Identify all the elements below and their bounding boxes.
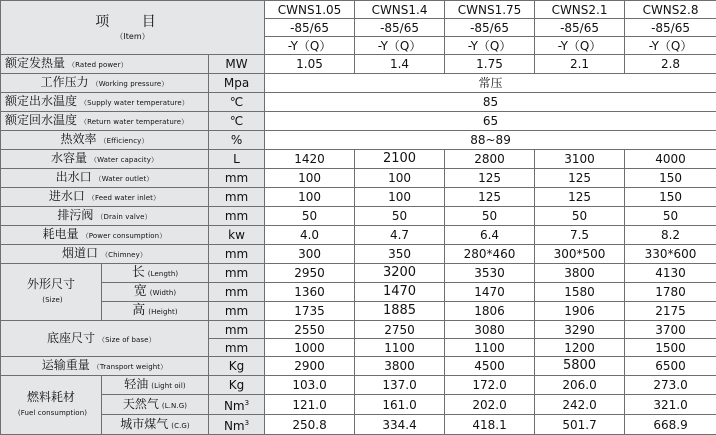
row-water-capacity (1, 150, 716, 169)
cell-value: 137.0 (355, 376, 445, 395)
cell-value: 1735 (265, 302, 355, 321)
merged-value: 65 (265, 112, 716, 131)
row-size-length (1, 264, 716, 283)
row-unit: Kg (209, 376, 265, 395)
cell-value: 1580 (535, 283, 625, 302)
row-label: 额定出水温度 （Supply water temperature） (1, 93, 209, 112)
item-header-cn: 项 目 (1, 13, 264, 31)
row-water-outlet (1, 169, 716, 188)
cell-value: 8.2 (625, 226, 716, 245)
row-fuel-city-gas (1, 415, 716, 435)
cell-value: 121.0 (265, 395, 355, 415)
row-efficiency (1, 131, 716, 150)
cell-value: 3800 (355, 357, 445, 376)
cell-value: 3200 (355, 264, 445, 283)
cell-value: 3100 (535, 150, 625, 169)
row-label: 额定发热量 （Rated power） (1, 55, 209, 74)
cell-value: 1470 (355, 283, 445, 302)
sub-label: 天然气 (L.N.G) (102, 395, 209, 415)
sub-label: 宽 (Width) (102, 283, 209, 302)
item-header-en: （Item） (1, 31, 264, 43)
row-unit: mm (209, 302, 265, 321)
row-transport-weight (1, 357, 716, 376)
cell-value: 2900 (265, 357, 355, 376)
row-base-1 (1, 321, 716, 339)
row-unit: mm (209, 207, 265, 226)
cell-value: 1.05 (265, 55, 355, 74)
cell-value: 1906 (535, 302, 625, 321)
cell-value: 50 (625, 207, 716, 226)
row-label: 出水口 （Water outlet） (1, 169, 209, 188)
model-name: CWNS1.05 (265, 1, 355, 19)
cell-value: 161.0 (355, 395, 445, 415)
model-pressure: -85/65 (355, 19, 445, 37)
row-unit: Nm$^3$ (209, 415, 265, 435)
cell-value: 150 (625, 188, 716, 207)
cell-value: 125 (445, 188, 535, 207)
cell-value: 125 (535, 169, 625, 188)
sub-label: 高 (Height) (102, 302, 209, 321)
row-supply-temp (1, 93, 716, 112)
cell-value: 1885 (355, 302, 445, 321)
model-pressure: -85/65 (535, 19, 625, 37)
row-unit: mm (209, 169, 265, 188)
cell-value: 1470 (445, 283, 535, 302)
cell-value: 2800 (445, 150, 535, 169)
cell-value: 3530 (445, 264, 535, 283)
cell-value: 3290 (535, 321, 625, 339)
row-label: 进水口 （Feed water inlet） (1, 188, 209, 207)
cell-value: 50 (535, 207, 625, 226)
cell-value: 330*600 (625, 245, 716, 264)
cell-value: 2550 (265, 321, 355, 339)
cell-value: 2100 (355, 150, 445, 169)
cell-value: 202.0 (445, 395, 535, 415)
cell-value: 5800 (535, 357, 625, 376)
row-unit: % (209, 131, 265, 150)
row-feed-inlet (1, 188, 716, 207)
cell-value: 1000 (265, 339, 355, 357)
cell-value: 50 (355, 207, 445, 226)
model-name: CWNS1.75 (445, 1, 535, 19)
row-label: 工作压力 （Working pressure） (1, 74, 209, 93)
row-working-pressure (1, 74, 716, 93)
model-fuel: -Y（Q） (625, 37, 716, 55)
row-label: 烟道口 （Chimney） (1, 245, 209, 264)
row-label: 排污阀 （Drain valve） (1, 207, 209, 226)
row-unit: MW (209, 55, 265, 74)
row-unit: Mpa (209, 74, 265, 93)
cell-value: 50 (445, 207, 535, 226)
sub-label: 长 (Length) (102, 264, 209, 283)
cell-value: 250.8 (265, 415, 355, 435)
cell-value: 300*500 (535, 245, 625, 264)
row-unit: mm (209, 321, 265, 339)
cell-value: 1.4 (355, 55, 445, 74)
model-pressure: -85/65 (445, 19, 535, 37)
cell-value: 4500 (445, 357, 535, 376)
cell-value: 668.9 (625, 415, 716, 435)
row-unit: kw (209, 226, 265, 245)
row-size-height (1, 302, 716, 321)
row-label: 热效率 （Efficiency） (1, 131, 209, 150)
row-rated-power (1, 55, 716, 74)
cell-value: 4.7 (355, 226, 445, 245)
row-power-consumption (1, 226, 716, 245)
cell-value: 418.1 (445, 415, 535, 435)
cell-value: 2750 (355, 321, 445, 339)
cell-value: 100 (265, 169, 355, 188)
row-label: 额定回水温度 （Return water temperature） (1, 112, 209, 131)
cell-value: 125 (535, 188, 625, 207)
cell-value: 334.4 (355, 415, 445, 435)
cell-value: 1500 (625, 339, 716, 357)
sub-label: 城市煤气 (C.G) (102, 415, 209, 435)
row-unit: ℃ (209, 93, 265, 112)
cell-value: 1200 (535, 339, 625, 357)
cell-value: 2950 (265, 264, 355, 283)
row-unit: L (209, 150, 265, 169)
cell-value: 100 (355, 169, 445, 188)
row-fuel-light-oil (1, 376, 716, 395)
merged-value: 88~89 (265, 131, 716, 150)
cell-value: 150 (625, 169, 716, 188)
cell-value: 125 (445, 169, 535, 188)
cell-value: 100 (355, 188, 445, 207)
cell-value: 7.5 (535, 226, 625, 245)
model-pressure: -85/65 (265, 19, 355, 37)
row-label: 耗电量 （Power consumption） (1, 226, 209, 245)
cell-value: 6500 (625, 357, 716, 376)
model-fuel: -Y（Q） (265, 37, 355, 55)
row-chimney (1, 245, 716, 264)
model-name: CWNS2.1 (535, 1, 625, 19)
merged-value: 85 (265, 93, 716, 112)
row-unit: mm (209, 264, 265, 283)
cell-value: 1100 (445, 339, 535, 357)
cell-value: 4000 (625, 150, 716, 169)
cell-value: 1806 (445, 302, 535, 321)
cell-value: 1360 (265, 283, 355, 302)
model-fuel: -Y（Q） (355, 37, 445, 55)
row-return-temp (1, 112, 716, 131)
base-group-label: 底座尺寸 （Size of base） (1, 321, 209, 357)
cell-value: 103.0 (265, 376, 355, 395)
cell-value: 300 (265, 245, 355, 264)
model-name: CWNS2.8 (625, 1, 716, 19)
cell-value: 501.7 (535, 415, 625, 435)
cell-value: 172.0 (445, 376, 535, 395)
cell-value: 2.8 (625, 55, 716, 74)
sub-label: 轻油 (Light oil) (102, 376, 209, 395)
cell-value: 350 (355, 245, 445, 264)
row-drain-valve (1, 207, 716, 226)
item-header (1, 1, 265, 55)
cell-value: 4.0 (265, 226, 355, 245)
cell-value: 4130 (625, 264, 716, 283)
cell-value: 100 (265, 188, 355, 207)
row-size-width (1, 283, 716, 302)
row-unit: mm (209, 283, 265, 302)
row-unit: Kg (209, 357, 265, 376)
size-group-label: 外形尺寸 (Size) (1, 264, 102, 321)
cell-value: 3080 (445, 321, 535, 339)
cell-value: 280*460 (445, 245, 535, 264)
model-pressure: -85/65 (625, 19, 716, 37)
cell-value: 321.0 (625, 395, 716, 415)
row-label: 水容量 （Water capacity） (1, 150, 209, 169)
row-fuel-natural-gas (1, 395, 716, 415)
cell-value: 1780 (625, 283, 716, 302)
cell-value: 50 (265, 207, 355, 226)
row-unit: ℃ (209, 112, 265, 131)
model-fuel: -Y（Q） (445, 37, 535, 55)
cell-value: 3700 (625, 321, 716, 339)
row-unit: mm (209, 245, 265, 264)
row-unit: Nm$^3$ (209, 395, 265, 415)
fuel-group-label: 燃料耗材 (Fuel consumption) (1, 376, 102, 435)
cell-value: 2.1 (535, 55, 625, 74)
cell-value: 273.0 (625, 376, 716, 395)
cell-value: 6.4 (445, 226, 535, 245)
cell-value: 1420 (265, 150, 355, 169)
cell-value: 242.0 (535, 395, 625, 415)
cell-value: 1.75 (445, 55, 535, 74)
row-unit: mm (209, 188, 265, 207)
model-fuel: -Y（Q） (535, 37, 625, 55)
model-name: CWNS1.4 (355, 1, 445, 19)
cell-value: 1100 (355, 339, 445, 357)
merged-value: 常压 (265, 74, 716, 93)
row-unit: mm (209, 339, 265, 357)
row-label: 运输重量 （Transport weight） (1, 357, 209, 376)
cell-value: 3800 (535, 264, 625, 283)
cell-value: 206.0 (535, 376, 625, 395)
cell-value: 2175 (625, 302, 716, 321)
